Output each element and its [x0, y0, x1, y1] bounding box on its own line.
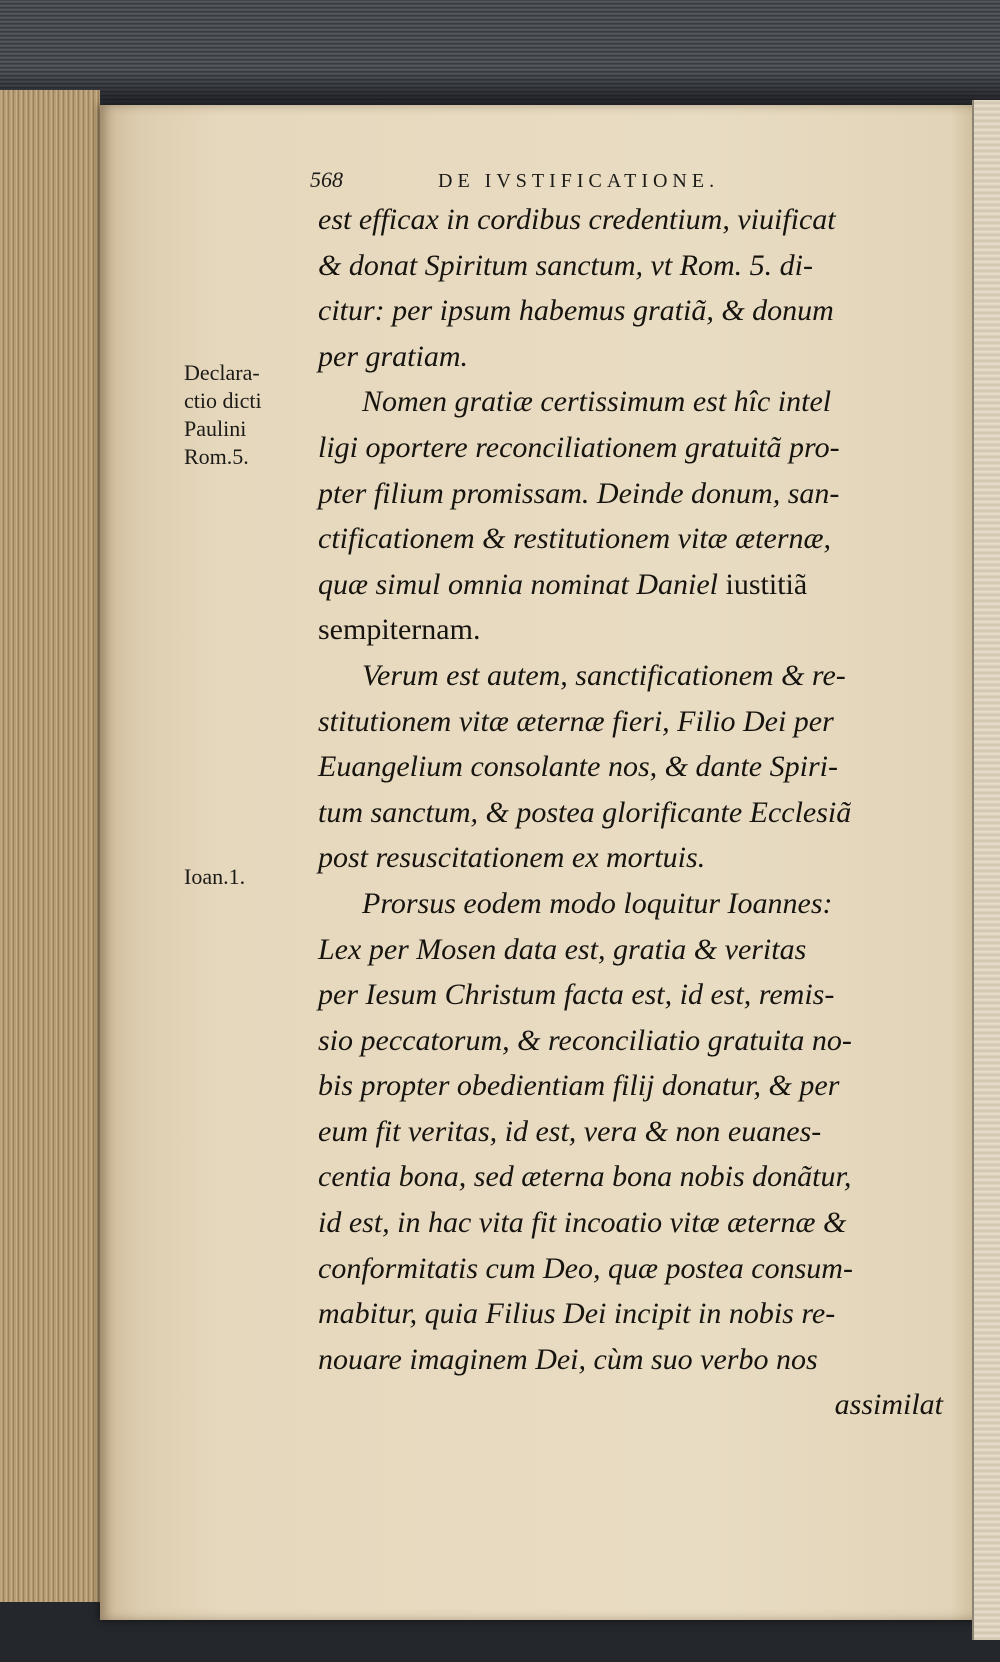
catchword: assimilat	[834, 1388, 943, 1422]
text-line-italic-part: quæ simul omnia nominat Daniel	[318, 567, 719, 601]
text-line: sempiternam.	[318, 613, 481, 647]
text-line: eum fit veritas, id est, vera & non euanes-	[318, 1114, 822, 1148]
next-page-edge	[972, 100, 1000, 1640]
text-line: sio peccatorum, & reconciliatio gratuita no-	[318, 1023, 852, 1057]
running-title: DE IVSTIFICATIONE.	[438, 170, 720, 192]
margin-note-ioan	[184, 863, 245, 891]
margin-note-declaratio	[184, 359, 262, 471]
text-line: ligi oportere reconciliationem gratuitã pro-	[318, 430, 840, 464]
text-line: per gratiam.	[318, 339, 468, 373]
text-line: pter filium promissam. Deinde donum, san-	[318, 476, 840, 510]
book-page	[100, 105, 975, 1620]
text-line: per Iesum Christum facta est, id est, remis-	[318, 978, 835, 1012]
body-text	[318, 197, 943, 1428]
margin-note-line: Ioan.1.	[184, 864, 246, 889]
text-line: Euangelium consolante nos, & dante Spiri-	[318, 750, 838, 784]
text-line: citur: per ipsum habemus gratiã, & donum	[318, 294, 834, 328]
text-line: bis propter obedientiam filij donatur, & per	[318, 1069, 840, 1103]
text-line: id est, in hac vita fit incoatio vitæ æternæ &	[318, 1206, 847, 1240]
text-line: nouare imaginem Dei, cùm suo verbo nos	[318, 1342, 818, 1376]
margin-note-line: Declara-	[184, 360, 260, 385]
margin-note-line: Rom.5.	[184, 444, 249, 469]
book-top-edges	[0, 0, 1000, 100]
text-line	[318, 562, 943, 608]
text-line: Lex per Mosen data est, gratia & veritas	[318, 932, 807, 966]
text-line: ctificationem & restitutionem vitæ æternæ,	[318, 522, 832, 556]
page-number: 568	[310, 167, 343, 192]
margin-note-line: ctio dicti	[184, 388, 262, 413]
running-head	[310, 167, 870, 193]
text-line: est efficax in cordibus credentium, viuificat	[318, 203, 836, 236]
text-line: tum sanctum, & postea glorificante Ecclesiã	[318, 795, 852, 829]
margin-note-line: Paulini	[184, 416, 247, 441]
text-line: & donat Spiritum sanctum, vt Rom. 5. di-	[318, 248, 813, 282]
text-line: Verum est autem, sanctificationem & re-	[362, 658, 846, 692]
book-left-page-edges	[0, 90, 100, 1620]
text-line: Nomen gratiæ certissimum est hîc intel	[362, 385, 832, 419]
text-line: Prorsus eodem modo loquitur Ioannes:	[362, 886, 833, 920]
text-line: post resuscitationem ex mortuis.	[318, 841, 706, 875]
text-line-roman-part: iustitiã	[725, 567, 808, 601]
text-line: conformitatis cum Deo, quæ postea consum-	[318, 1251, 853, 1285]
text-line: mabitur, quia Filius Dei incipit in nobis re-	[318, 1297, 836, 1331]
text-line: centia bona, sed æterna bona nobis donãtur,	[318, 1160, 852, 1194]
text-line: stitutionem vitæ æternæ fieri, Filio Dei per	[318, 704, 834, 738]
